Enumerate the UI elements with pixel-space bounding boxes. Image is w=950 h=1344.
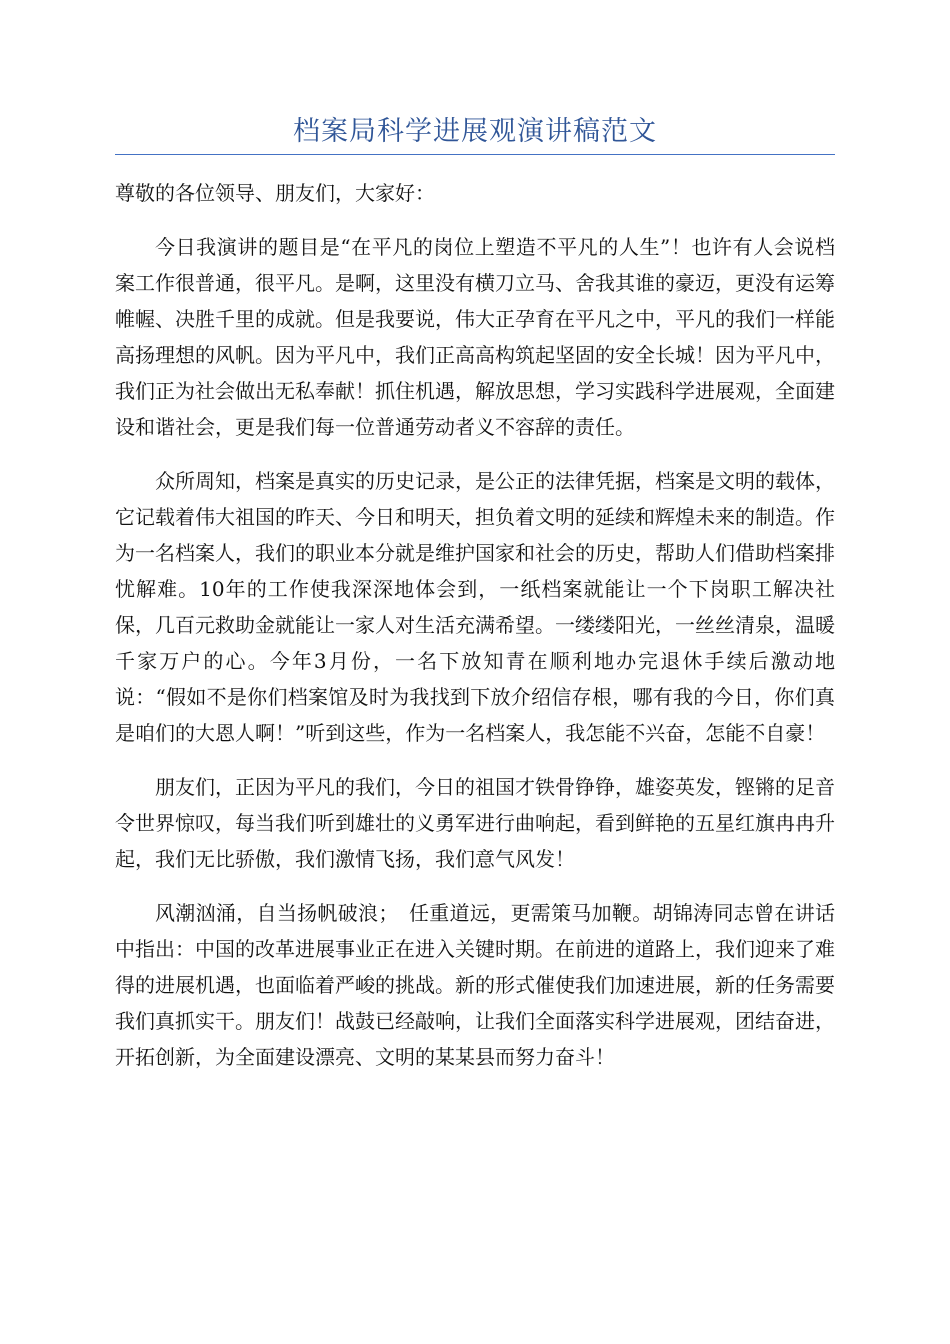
document-title: 档案局科学进展观演讲稿范文 (293, 116, 657, 147)
salutation: 尊敬的各位领导、朋友们，大家好： (115, 181, 435, 205)
document-page (115, 0, 835, 1344)
document-body (115, 175, 835, 1093)
title-underline (115, 154, 835, 155)
paragraph-1: 今日我演讲的题目是“在平凡的岗位上塑造不平凡的人生”！也许有人会说档案工作很普通，很平凡。是啊，这里没有横刀立马、舍我其谁的豪迈，更没有运筹帷幄、决胜千里的成就。但是我要说，伟大正孕育在平凡之中，平凡的我们一样能高扬理想的风帆。因为平凡中，我们正高高构筑起坚固的安全长城！因为平凡中，我们正为社会做出无私奉献！抓住机遇，解放思想，学习实践科学进展观，全面建设和谐社会，更是我们每一位普通劳动者义不容辞的责任。 (115, 235, 835, 439)
paragraph-2: 众所周知，档案是真实的历史记录，是公正的法律凭据，档案是文明的载体，它记载着伟大祖国的昨天、今日和明天，担负着文明的延续和辉煌未来的制造。作为一名档案人，我们的职业本分就是维护国家和社会的历史，帮助人们借助档案排忧解难。10年的工作使我深深地体会到，一纸档案就能让一个下岗职工解决社保，几百元救助金就能让一家人对生活充满希望。一缕缕阳光，一丝丝清泉，温暖千家万户的心。今年3月份，一名下放知青在顺利地办完退休手续后激动地说：“假如不是你们档案馆及时为我找到下放介绍信存根，哪有我的今日，你们真是咱们的大恩人啊！”听到这些，作为一名档案人，我怎能不兴奋，怎能不自豪！ (115, 469, 835, 745)
paragraph-4: 风潮汹涌，自当扬帆破浪； 任重道远，更需策马加鞭。胡锦涛同志曾在讲话中指出：中国的改革进展事业正在进入关键时期。在前进的道路上，我们迎来了难得的进展机遇，也面临着严峻的挑战。新的形式催使我们加速进展，新的任务需要我们真抓实干。朋友们！战鼓已经敲响，让我们全面落实科学进展观，团结奋进，开拓创新，为全面建设漂亮、文明的某某县而努力奋斗！ (115, 901, 835, 1069)
paragraph-3: 朋友们，正因为平凡的我们，今日的祖国才铁骨铮铮，雄姿英发，铿锵的足音令世界惊叹，每当我们听到雄壮的义勇军进行曲响起，看到鲜艳的五星红旗冉冉升起，我们无比骄傲，我们激情飞扬，我们意气风发！ (115, 775, 835, 871)
